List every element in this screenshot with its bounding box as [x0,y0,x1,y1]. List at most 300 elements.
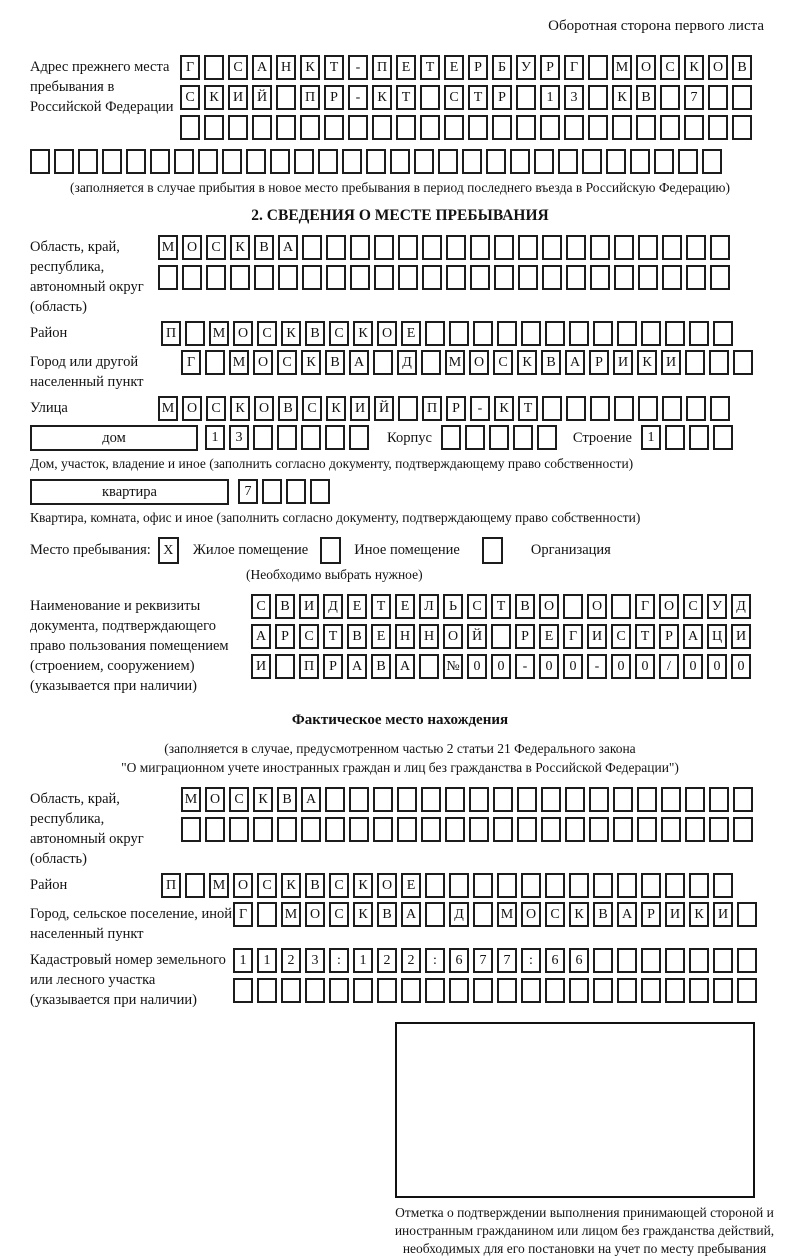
char-cell[interactable] [686,235,706,260]
char-cell[interactable] [486,149,506,174]
char-cell[interactable]: Р [515,624,535,649]
char-cell[interactable]: Р [492,85,512,110]
char-cell[interactable]: Р [589,350,609,375]
char-cell[interactable]: Т [491,594,511,619]
char-cell[interactable] [617,978,637,1003]
char-cell[interactable] [281,978,301,1003]
char-cell[interactable] [737,902,757,927]
char-cell[interactable]: О [253,350,273,375]
char-cell[interactable] [421,817,441,842]
char-cell[interactable]: П [372,55,392,80]
char-cell[interactable]: - [515,654,535,679]
char-cell[interactable] [373,787,393,812]
char-cell[interactable] [421,350,441,375]
char-cell[interactable] [709,787,729,812]
char-cell[interactable]: Р [446,396,466,421]
char-cell[interactable] [589,787,609,812]
char-cell[interactable]: Р [275,624,295,649]
char-cell[interactable]: О [443,624,463,649]
char-cell[interactable]: Е [401,873,421,898]
char-cell[interactable] [305,978,325,1003]
apartment-field-box[interactable]: квартира [30,479,229,505]
char-cell[interactable] [397,787,417,812]
char-cell[interactable]: И [299,594,319,619]
char-cell[interactable]: 0 [491,654,511,679]
char-cell[interactable] [257,978,277,1003]
char-cell[interactable] [590,396,610,421]
char-cell[interactable] [685,350,705,375]
char-cell[interactable] [545,873,565,898]
char-cell[interactable] [398,265,418,290]
char-cell[interactable]: В [278,396,298,421]
char-cell[interactable] [174,149,194,174]
char-cell[interactable]: Т [396,85,416,110]
char-cell[interactable] [494,235,514,260]
char-cell[interactable]: К [353,873,373,898]
char-cell[interactable] [180,115,200,140]
char-cell[interactable]: К [517,350,537,375]
char-cell[interactable] [630,149,650,174]
char-cell[interactable]: : [521,948,541,973]
char-cell[interactable]: 0 [731,654,751,679]
char-cell[interactable]: С [467,594,487,619]
char-cell[interactable]: Н [395,624,415,649]
char-cell[interactable] [470,265,490,290]
char-cell[interactable] [276,85,296,110]
char-cell[interactable]: 0 [467,654,487,679]
char-cell[interactable] [126,149,146,174]
char-cell[interactable]: 7 [684,85,704,110]
char-cell[interactable] [713,425,733,450]
char-cell[interactable] [689,873,709,898]
char-cell[interactable] [185,321,205,346]
char-cell[interactable] [593,948,613,973]
char-cell[interactable]: В [275,594,295,619]
char-cell[interactable] [446,235,466,260]
char-cell[interactable]: А [301,787,321,812]
char-cell[interactable] [182,265,202,290]
char-cell[interactable] [678,149,698,174]
char-cell[interactable] [262,479,282,504]
char-cell[interactable] [54,149,74,174]
char-cell[interactable]: Ь [443,594,463,619]
char-cell[interactable] [329,978,349,1003]
char-cell[interactable] [420,85,440,110]
char-cell[interactable] [425,321,445,346]
char-cell[interactable] [614,235,634,260]
char-cell[interactable]: В [377,902,397,927]
char-cell[interactable] [518,265,538,290]
char-cell[interactable] [270,149,290,174]
char-cell[interactable] [366,149,386,174]
char-cell[interactable] [420,115,440,140]
char-cell[interactable] [229,817,249,842]
char-cell[interactable]: 0 [683,654,703,679]
char-cell[interactable]: С [206,235,226,260]
char-cell[interactable]: К [494,396,514,421]
char-cell[interactable]: Т [324,55,344,80]
char-cell[interactable] [438,149,458,174]
char-cell[interactable] [493,787,513,812]
char-cell[interactable] [222,149,242,174]
char-cell[interactable] [425,873,445,898]
char-cell[interactable]: А [565,350,585,375]
char-cell[interactable]: Р [641,902,661,927]
char-cell[interactable] [497,321,517,346]
char-cell[interactable]: 1 [233,948,253,973]
char-cell[interactable]: А [347,654,367,679]
char-cell[interactable]: Е [371,624,391,649]
char-cell[interactable]: Р [468,55,488,80]
char-cell[interactable]: С [277,350,297,375]
char-cell[interactable] [425,978,445,1003]
char-cell[interactable] [302,235,322,260]
char-cell[interactable]: 1 [641,425,661,450]
char-cell[interactable]: С [545,902,565,927]
char-cell[interactable] [541,787,561,812]
char-cell[interactable] [660,85,680,110]
char-cell[interactable] [419,654,439,679]
char-cell[interactable]: - [348,85,368,110]
char-cell[interactable]: О [659,594,679,619]
char-cell[interactable] [277,425,297,450]
char-cell[interactable]: К [204,85,224,110]
char-cell[interactable] [641,978,661,1003]
char-cell[interactable] [521,978,541,1003]
char-cell[interactable]: О [587,594,607,619]
char-cell[interactable]: В [254,235,274,260]
char-cell[interactable] [198,149,218,174]
char-cell[interactable] [637,817,657,842]
char-cell[interactable] [564,115,584,140]
char-cell[interactable] [441,425,461,450]
char-cell[interactable] [662,396,682,421]
char-cell[interactable] [665,978,685,1003]
char-cell[interactable] [102,149,122,174]
char-cell[interactable] [545,978,565,1003]
char-cell[interactable] [257,902,277,927]
char-cell[interactable] [205,350,225,375]
char-cell[interactable]: У [707,594,727,619]
char-cell[interactable] [588,115,608,140]
char-cell[interactable]: В [371,654,391,679]
char-cell[interactable] [310,479,330,504]
char-cell[interactable] [733,817,753,842]
char-cell[interactable] [446,265,466,290]
char-cell[interactable] [660,115,680,140]
char-cell[interactable] [398,396,418,421]
char-cell[interactable] [636,115,656,140]
char-cell[interactable]: К [569,902,589,927]
char-cell[interactable]: Й [467,624,487,649]
char-cell[interactable] [563,594,583,619]
char-cell[interactable]: У [516,55,536,80]
char-cell[interactable] [350,265,370,290]
char-cell[interactable] [294,149,314,174]
char-cell[interactable]: Д [731,594,751,619]
char-cell[interactable]: Г [635,594,655,619]
char-cell[interactable]: № [443,654,463,679]
char-cell[interactable] [516,85,536,110]
char-cell[interactable]: К [301,350,321,375]
char-cell[interactable] [325,425,345,450]
char-cell[interactable]: К [684,55,704,80]
char-cell[interactable] [494,265,514,290]
char-cell[interactable] [534,149,554,174]
char-cell[interactable] [462,149,482,174]
char-cell[interactable] [606,149,626,174]
char-cell[interactable] [593,321,613,346]
char-cell[interactable] [373,817,393,842]
char-cell[interactable]: Т [420,55,440,80]
char-cell[interactable] [590,235,610,260]
char-cell[interactable] [565,787,585,812]
char-cell[interactable]: Б [492,55,512,80]
char-cell[interactable]: А [395,654,415,679]
char-cell[interactable] [421,787,441,812]
char-cell[interactable] [414,149,434,174]
char-cell[interactable]: С [683,594,703,619]
char-cell[interactable] [611,594,631,619]
char-cell[interactable] [233,978,253,1003]
char-cell[interactable] [301,425,321,450]
char-cell[interactable] [521,873,541,898]
char-cell[interactable] [710,396,730,421]
char-cell[interactable]: С [329,321,349,346]
char-cell[interactable]: О [708,55,728,80]
checkbox-inoe[interactable] [320,537,341,564]
char-cell[interactable]: М [209,321,229,346]
char-cell[interactable]: К [353,321,373,346]
char-cell[interactable] [588,85,608,110]
char-cell[interactable] [510,149,530,174]
char-cell[interactable] [246,149,266,174]
char-cell[interactable]: С [228,55,248,80]
char-cell[interactable] [588,55,608,80]
char-cell[interactable]: И [731,624,751,649]
char-cell[interactable] [689,425,709,450]
char-cell[interactable]: Д [449,902,469,927]
char-cell[interactable]: 6 [449,948,469,973]
char-cell[interactable] [542,235,562,260]
char-cell[interactable]: О [377,321,397,346]
char-cell[interactable] [469,787,489,812]
char-cell[interactable] [254,265,274,290]
char-cell[interactable]: Р [540,55,560,80]
char-cell[interactable]: И [251,654,271,679]
char-cell[interactable] [445,817,465,842]
char-cell[interactable] [641,873,661,898]
char-cell[interactable]: О [521,902,541,927]
char-cell[interactable]: 1 [205,425,225,450]
char-cell[interactable]: С [444,85,464,110]
char-cell[interactable]: 3 [229,425,249,450]
char-cell[interactable]: Й [374,396,394,421]
char-cell[interactable]: К [353,902,373,927]
char-cell[interactable] [397,817,417,842]
char-cell[interactable] [689,978,709,1003]
char-cell[interactable]: П [161,321,181,346]
char-cell[interactable] [521,321,541,346]
char-cell[interactable] [638,235,658,260]
char-cell[interactable]: Г [563,624,583,649]
char-cell[interactable] [449,873,469,898]
char-cell[interactable] [737,948,757,973]
char-cell[interactable]: О [233,873,253,898]
char-cell[interactable]: С [180,85,200,110]
char-cell[interactable]: О [305,902,325,927]
char-cell[interactable] [641,948,661,973]
char-cell[interactable] [349,817,369,842]
char-cell[interactable]: / [659,654,679,679]
char-cell[interactable] [518,235,538,260]
char-cell[interactable]: Т [468,85,488,110]
char-cell[interactable] [638,396,658,421]
char-cell[interactable]: Т [323,624,343,649]
char-cell[interactable] [493,817,513,842]
char-cell[interactable]: К [612,85,632,110]
char-cell[interactable] [373,350,393,375]
char-cell[interactable]: М [497,902,517,927]
char-cell[interactable] [713,948,733,973]
char-cell[interactable] [685,787,705,812]
char-cell[interactable] [713,873,733,898]
char-cell[interactable]: С [493,350,513,375]
char-cell[interactable] [204,115,224,140]
char-cell[interactable] [473,902,493,927]
char-cell[interactable] [613,787,633,812]
char-cell[interactable]: К [281,873,301,898]
char-cell[interactable]: А [401,902,421,927]
char-cell[interactable]: И [587,624,607,649]
char-cell[interactable] [277,817,297,842]
char-cell[interactable] [593,978,613,1003]
char-cell[interactable]: - [587,654,607,679]
char-cell[interactable] [540,115,560,140]
char-cell[interactable]: 0 [707,654,727,679]
char-cell[interactable] [497,873,517,898]
house-field-box[interactable]: дом [30,425,198,451]
char-cell[interactable] [614,265,634,290]
char-cell[interactable]: М [209,873,229,898]
char-cell[interactable]: А [683,624,703,649]
char-cell[interactable]: А [252,55,272,80]
char-cell[interactable] [401,978,421,1003]
char-cell[interactable] [702,149,722,174]
char-cell[interactable] [349,425,369,450]
char-cell[interactable]: - [348,55,368,80]
char-cell[interactable]: С [299,624,319,649]
char-cell[interactable]: Г [233,902,253,927]
char-cell[interactable] [468,115,488,140]
char-cell[interactable]: К [300,55,320,80]
char-cell[interactable] [617,321,637,346]
char-cell[interactable]: Е [395,594,415,619]
char-cell[interactable] [252,115,272,140]
char-cell[interactable]: 3 [305,948,325,973]
char-cell[interactable]: И [665,902,685,927]
char-cell[interactable]: Т [635,624,655,649]
char-cell[interactable]: 6 [545,948,565,973]
char-cell[interactable]: К [230,235,250,260]
char-cell[interactable]: В [325,350,345,375]
char-cell[interactable]: И [661,350,681,375]
char-cell[interactable] [685,817,705,842]
char-cell[interactable]: Е [539,624,559,649]
char-cell[interactable]: Е [347,594,367,619]
char-cell[interactable] [325,787,345,812]
char-cell[interactable]: П [161,873,181,898]
char-cell[interactable]: С [329,902,349,927]
char-cell[interactable]: В [732,55,752,80]
char-cell[interactable] [181,817,201,842]
char-cell[interactable]: С [302,396,322,421]
char-cell[interactable] [710,235,730,260]
char-cell[interactable]: О [469,350,489,375]
char-cell[interactable]: С [257,873,277,898]
char-cell[interactable]: В [277,787,297,812]
char-cell[interactable]: 7 [473,948,493,973]
char-cell[interactable] [350,235,370,260]
char-cell[interactable]: К [230,396,250,421]
char-cell[interactable] [516,115,536,140]
char-cell[interactable] [654,149,674,174]
char-cell[interactable] [473,978,493,1003]
char-cell[interactable] [614,396,634,421]
char-cell[interactable]: 2 [281,948,301,973]
char-cell[interactable] [545,321,565,346]
char-cell[interactable] [30,149,50,174]
char-cell[interactable]: Н [276,55,296,80]
char-cell[interactable] [709,350,729,375]
char-cell[interactable] [686,396,706,421]
char-cell[interactable]: М [445,350,465,375]
char-cell[interactable] [582,149,602,174]
char-cell[interactable]: В [541,350,561,375]
char-cell[interactable] [302,265,322,290]
char-cell[interactable] [396,115,416,140]
char-cell[interactable] [465,425,485,450]
char-cell[interactable] [374,265,394,290]
char-cell[interactable]: 7 [238,479,258,504]
char-cell[interactable] [491,624,511,649]
char-cell[interactable] [513,425,533,450]
char-cell[interactable] [276,115,296,140]
char-cell[interactable] [489,425,509,450]
char-cell[interactable]: А [349,350,369,375]
char-cell[interactable] [569,978,589,1003]
char-cell[interactable] [732,115,752,140]
char-cell[interactable] [78,149,98,174]
char-cell[interactable] [665,425,685,450]
char-cell[interactable] [665,873,685,898]
char-cell[interactable]: 0 [563,654,583,679]
char-cell[interactable]: 0 [611,654,631,679]
char-cell[interactable] [641,321,661,346]
char-cell[interactable]: Р [659,624,679,649]
char-cell[interactable] [150,149,170,174]
char-cell[interactable]: К [281,321,301,346]
char-cell[interactable]: В [305,321,325,346]
char-cell[interactable] [517,787,537,812]
char-cell[interactable]: П [422,396,442,421]
char-cell[interactable] [318,149,338,174]
char-cell[interactable]: Е [401,321,421,346]
char-cell[interactable]: С [206,396,226,421]
char-cell[interactable] [205,817,225,842]
char-cell[interactable]: Т [371,594,391,619]
char-cell[interactable]: В [593,902,613,927]
